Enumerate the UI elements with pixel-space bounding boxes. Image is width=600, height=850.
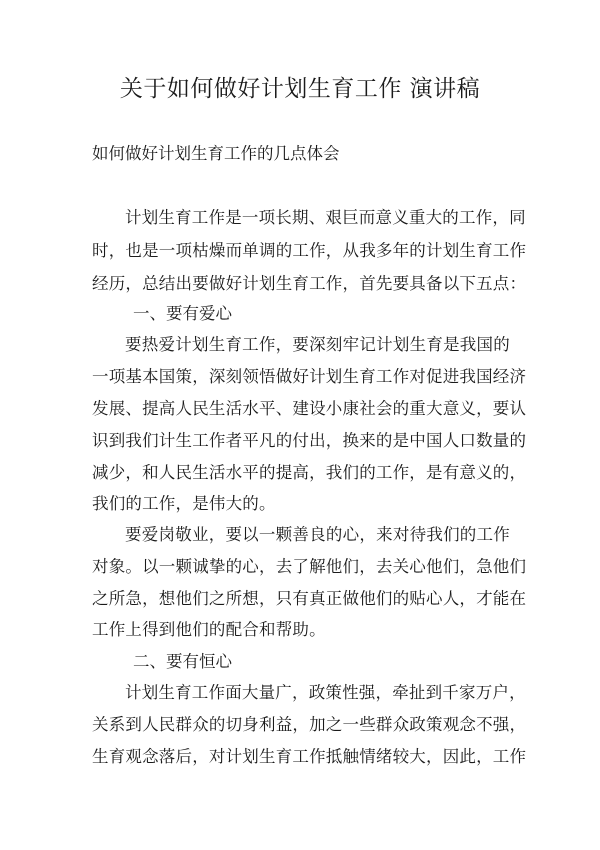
intro-line: 计划生育工作是一项长期、艰巨而意义重大的工作，同	[125, 208, 526, 227]
intro-line: 时，也是一项枯燥而单调的工作，从我多年的计划生育工作	[92, 241, 527, 260]
document-title: 关于如何做好计划生育工作 演讲稿	[119, 76, 481, 102]
section2-para1-line: 关系到人民群众的切身利益，加之一些群众政策观念不强，	[92, 715, 527, 734]
intro-line: 经历，总结出要做好计划生育工作，首先要具备以下五点：	[92, 274, 527, 293]
section1-para2-line: 之所急，想他们之所想，只有真正做他们的贴心人，才能在	[92, 589, 527, 608]
section1-para1-line: 减少，和人民生活水平的提高，我们的工作，是有意义的，	[92, 463, 527, 482]
document-subtitle: 如何做好计划生育工作的几点体会	[92, 144, 340, 163]
section2-para1-line: 生育观念落后，对计划生育工作抵触情绪较大，因此，工作	[92, 747, 527, 766]
section1-para1-line: 我们的工作，是伟大的。	[92, 494, 276, 513]
section1-para2-line: 对象。以一颗诚挚的心，去了解他们，去关心他们，急他们	[92, 557, 527, 576]
section1-para1-line: 一项基本国策，深刻领悟做好计划生育工作对促进我国经济	[92, 367, 527, 386]
section-heading-love: 一、要有爱心	[133, 304, 232, 323]
section1-para2-line: 要爱岗敬业，要以一颗善良的心，来对待我们的工作	[125, 525, 510, 544]
section2-para1-line: 计划生育工作面大量广，政策性强，牵扯到千家万户，	[125, 683, 526, 702]
section1-para1-line: 识到我们计生工作者平凡的付出，换来的是中国人口数量的	[92, 431, 527, 450]
section1-para2-line: 工作上得到他们的配合和帮助。	[92, 620, 326, 639]
section1-para1-line: 发展、提高人民生活水平、建设小康社会的重大意义，要认	[92, 399, 527, 418]
section-heading-perseverance: 二、要有恒心	[133, 652, 232, 671]
section1-para1-line: 要热爱计划生育工作，要深刻牢记计划生育是我国的	[125, 335, 510, 354]
